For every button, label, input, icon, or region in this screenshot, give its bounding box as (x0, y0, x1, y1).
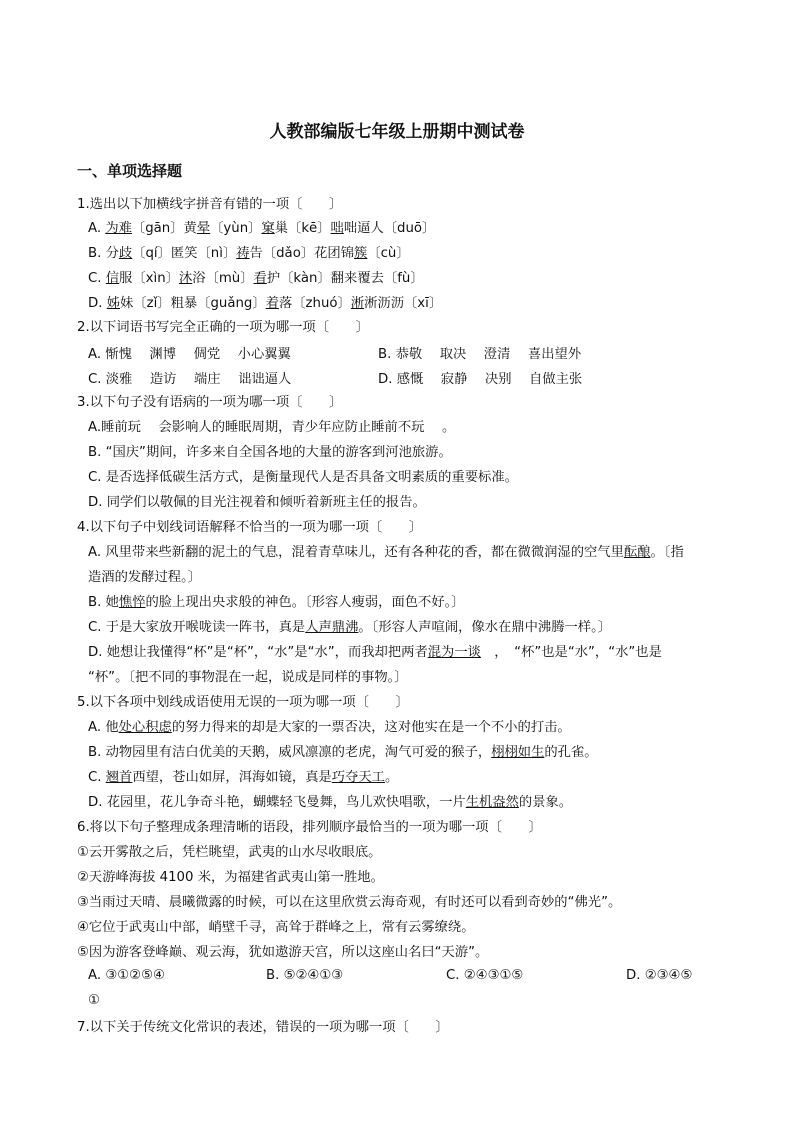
underlined-word: 咄 (330, 221, 344, 236)
option-text: A. 他 (88, 720, 119, 735)
q5-option-a[interactable] (88, 718, 571, 738)
option-text: 妹〔zǐ〕粗暴〔guǎng〕 (120, 296, 266, 311)
q4-option-d[interactable] (88, 643, 662, 663)
option-text: 浴〔mù〕 (192, 271, 254, 286)
q6-option-d[interactable]: D. ②③④⑤ (626, 968, 693, 983)
q6-sentence-3: ③当雨过天晴、晨曦微露的时候，可以在这里欣赏云海奇观，有时还可以看到奇妙的“佛光”。 (77, 895, 622, 910)
q2-option-a[interactable]: A. 惭愧 渊博 倜党 小心翼翼 (88, 347, 291, 362)
q2-option-d[interactable]: D. 感慨 寂静 决别 自做主张 (378, 372, 583, 387)
option-text: A. 风里带来些新翻的泥土的气息，混着青草味儿，还有各种花的香，都在微微润湿的空气里 (88, 545, 624, 560)
option-text: D. 花园里，花儿争奇斗艳，蝴蝶轻飞曼舞，鸟儿欢快唱歌，一片 (88, 795, 466, 810)
option-text: B. 动物园里有洁白优美的天鹅，威风凛凛的老虎，淘气可爱的猴子， (88, 745, 492, 760)
q5-option-b[interactable] (88, 743, 598, 763)
option-text: 淅沥沥〔xī〕 (364, 296, 443, 311)
q3-option-b[interactable]: B. “国庆”期间，许多来自全国各地的大量的游客到河池旅游。 (88, 445, 452, 460)
q6-option-a[interactable]: A. ③①②⑤④ (88, 968, 165, 983)
underlined-word: 晕 (196, 221, 211, 236)
q2-option-c[interactable]: C. 淡雅 造访 端庄 诎诎逼人 (88, 372, 292, 387)
q6-sentence-2: ②天游峰海拔 4100 米，为福建省武夷山第一胜地。 (77, 870, 384, 885)
option-text: 的景象。 (518, 795, 573, 810)
q4-option-d-cont: “杯”。〔把不同的事物混在一起，说成是同样的事物。〕 (88, 670, 408, 685)
option-prefix: B. 分 (88, 246, 119, 261)
option-text: 护〔kàn〕翻来覆去〔fù〕 (266, 271, 424, 286)
page-title: 人教部编版七年级上册期中测试卷 (269, 122, 525, 142)
option-text: C. 于是大家放开喉咙读一阵书，真是 (88, 620, 306, 635)
underlined-word: 酝酿 (623, 545, 651, 560)
option-text: 的孔雀。 (544, 745, 598, 760)
q1-option-b[interactable] (88, 244, 410, 264)
q3-option-d[interactable]: D. 同学们以敬佩的目光注视着和倾听着新班主任的报告。 (88, 495, 426, 510)
option-text: B. 她 (88, 595, 119, 610)
underlined-word: 生机盎然 (465, 795, 519, 810)
q6-option-b[interactable]: B. ⑤②④①③ (266, 968, 344, 983)
q4-stem: 4.以下句子中划线词语解释不恰当的一项为哪一项〔 〕 (77, 520, 423, 535)
underlined-word: 栩栩如生 (491, 745, 545, 760)
option-text: 。〔指 (650, 545, 684, 560)
q3-option-a[interactable]: A.睡前玩 会影响人的睡眠周期，青少年应防止睡前不玩 。 (88, 420, 456, 435)
option-text: 〔yùn〕 (210, 221, 262, 236)
option-prefix: D. (88, 296, 107, 311)
option-text: 咄逼人〔duō〕 (343, 221, 436, 236)
option-text: 。 (384, 770, 399, 785)
q3-stem: 3.以下句子没有语病的一项为哪一项〔 〕 (77, 395, 343, 410)
option-text: ， “杯”也是“水”，“水”也是 (480, 645, 662, 660)
q2-option-b[interactable]: B. 恭敬 取决 澄清 喜出望外 (378, 347, 582, 362)
q4-option-a-cont: 造酒的发酵过程。〕 (88, 570, 202, 585)
underlined-word: 混为一谈 (427, 645, 481, 660)
option-text: D. 她想让我懂得“杯”是“杯”，“水”是“水”，而我却把两者 (88, 645, 428, 660)
q5-option-c[interactable] (88, 768, 398, 788)
q6-sentence-1: ①云开雾散之后，凭栏眺望，武夷的山水尽收眼底。 (77, 845, 382, 860)
q1-option-d[interactable] (88, 294, 442, 314)
option-text: 服〔xìn〕 (119, 271, 179, 286)
underlined-word: 淅 (350, 296, 365, 311)
option-prefix: A. (88, 221, 106, 236)
q7-stem: 7.以下关于传统文化常识的表述，错误的一项为哪一项〔 〕 (77, 1020, 449, 1035)
underlined-word: 看 (253, 271, 267, 286)
option-text: 〔gān〕黄 (131, 221, 197, 236)
option-text: 告〔dǎo〕花团锦 (249, 246, 355, 261)
underlined-word: 姊 (106, 296, 120, 311)
option-text: C. (88, 770, 106, 785)
section-heading: 一、单项选择题 (77, 162, 183, 180)
q1-stem: 1.选出以下加横线字拼音有错的一项〔 〕 (77, 197, 343, 212)
underlined-word: 歧 (118, 246, 133, 261)
q3-option-c[interactable]: C. 是否选择低碳生活方式，是衡量现代人是否具备文明素质的重要标准。 (88, 470, 518, 485)
underlined-word: 簇 (354, 246, 368, 261)
underlined-word: 着 (265, 296, 279, 311)
underlined-word: 处心积虑 (118, 720, 172, 735)
option-text: 的努力得来的却是大家的一票否决，这对他实在是一个不小的打击。 (171, 720, 571, 735)
underlined-word: 巧夺天工 (331, 770, 385, 785)
q4-option-b[interactable] (88, 593, 465, 613)
underlined-word: 窠 (261, 221, 275, 236)
q4-option-a[interactable] (88, 543, 684, 563)
underlined-word: 人声鼎沸 (305, 620, 359, 635)
option-text: 的脸上现出央求般的神色。〔形容人瘦弱，面色不好。〕 (145, 595, 465, 610)
option-text: 西望，苍山如屏，洱海如镜，真是 (132, 770, 332, 785)
underlined-word: 祷 (236, 246, 250, 261)
q2-stem: 2.以下词语书写完全正确的一项为哪一项〔 〕 (77, 320, 369, 335)
underlined-word: 为难 (105, 221, 132, 236)
q6-stem: 6.将以下句子整理成条理清晰的语段，排列顺序最恰当的一项为哪一项〔 〕 (77, 820, 542, 835)
q1-option-a[interactable] (88, 219, 435, 239)
option-text: 〔qí〕匿笑〔nì〕 (132, 246, 237, 261)
option-text: 巢〔kē〕 (274, 221, 331, 236)
option-text: 〔cù〕 (367, 246, 410, 261)
q4-option-c[interactable] (88, 618, 611, 638)
q6-option-c[interactable]: C. ②④③①⑤ (446, 968, 524, 983)
q5-option-d[interactable] (88, 793, 572, 813)
q6-option-d-cont: ① (88, 993, 100, 1008)
q6-sentence-5: ⑤因为游客登峰巅、观云海，犹如遨游天宫，所以这座山名曰“天游”。 (77, 945, 489, 960)
q1-option-c[interactable] (88, 269, 424, 289)
option-text: 。〔形容人声喧闹，像水在鼎中沸腾一样。〕 (358, 620, 612, 635)
underlined-word: 沐 (178, 271, 193, 286)
option-text: 落〔zhuó〕 (278, 296, 351, 311)
q5-stem: 5.以下各项中划线成语使用无误的一项为哪一项〔 〕 (77, 695, 409, 710)
underlined-word: 憔悴 (118, 595, 146, 610)
q6-sentence-4: ④它位于武夷山中部，峭壁千寻，高耸于群峰之上，常有云雾缭绕。 (77, 920, 475, 935)
option-prefix: C. (88, 271, 106, 286)
underlined-word: 信 (105, 271, 120, 286)
underlined-word: 翘首 (105, 770, 133, 785)
